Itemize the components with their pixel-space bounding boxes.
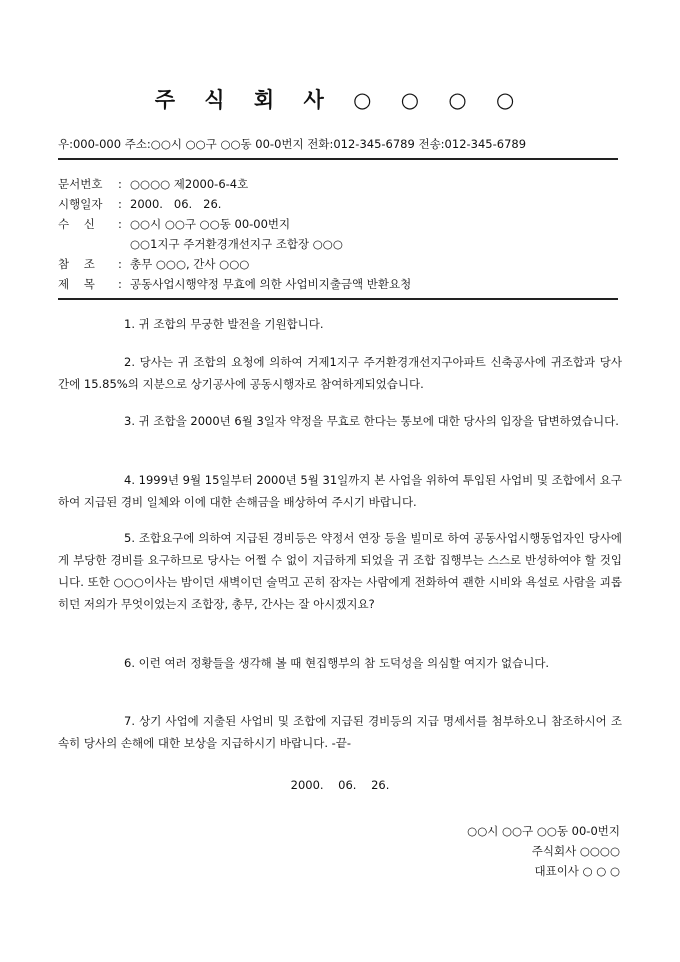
cc-label: 참 조 bbox=[58, 257, 95, 271]
issue-date-row: 시행일자 : 2000. 06. 26. bbox=[58, 197, 222, 211]
signature-ceo: 대표이사 ○ ○ ○ bbox=[534, 864, 620, 878]
body-paragraph-5: 5. 조합요구에 의하여 지급된 경비등은 약정서 연장 등을 빌미로 하여 공동사업시행동업자인 당사에게 부당한 경비를 요구하므로 당사는 어쩔 수 없이 지급하게 되었을 귀 조합 집행부는 스스로 반성하여야 할 것입니다. 또한 ○○○이사는 밤이던 새벽이던 술먹고 곤히 잠자는 사람에게 전화하여 괜한 시비와 욕설로 사람을 괴롭히던 저의가 무엇이었는지 조합장, 총무, 간사는 잘 아시겠지요? bbox=[58, 531, 622, 611]
signature-address: ○○시 ○○구 ○○동 00-0번지 bbox=[467, 824, 620, 838]
issue-date-value: 2000. 06. 26. bbox=[130, 197, 222, 211]
company-address-line: 우:000-000 주소:○○시 ○○구 ○○동 00-0번지 전화:012-345-6789 전송:012-345-6789 bbox=[58, 137, 527, 151]
recipient-value: ○○시 ○○구 ○○동 00-00번지 bbox=[130, 217, 291, 231]
doc-number-row: 문서번호 : ○○○○ 제2000-6-4호 bbox=[58, 177, 249, 191]
recipient-row-2: ○○1지구 주거환경개선지구 조합장 ○○○ bbox=[130, 237, 343, 251]
recipient-row: 수 신 : ○○시 ○○구 ○○동 00-00번지 bbox=[58, 217, 291, 231]
subject-value: 공동사업시행약정 무효에 의한 사업비지출금액 반환요청 bbox=[130, 277, 412, 291]
subject-row: 제 목 : 공동사업시행약정 무효에 의한 사업비지출금액 반환요청 bbox=[58, 277, 412, 291]
body-paragraph-6: 6. 이런 여러 정황들을 생각해 볼 때 현집행부의 참 도덕성을 의심할 여지가 없습니다. bbox=[124, 656, 550, 670]
meta-divider bbox=[58, 298, 618, 300]
doc-number-value: ○○○○ 제2000-6-4호 bbox=[130, 177, 249, 191]
issue-date-label: 시행일자 bbox=[58, 197, 103, 211]
company-title: 주 식 회 사 ○ ○ ○ ○ bbox=[154, 87, 526, 112]
cc-value: 총무 ○○○, 간사 ○○○ bbox=[130, 257, 250, 271]
body-paragraph-4: 4. 1999년 9월 15일부터 2000년 5월 31일까지 본 사업을 위하여 투입된 사업비 및 조합에서 요구하여 지급된 경비 일체와 이에 대한 손해금을 배상하여 주시기 바랍니다. bbox=[58, 473, 622, 509]
signature-company: 주식회사 ○○○○ bbox=[531, 844, 620, 858]
body-paragraph-2: 2. 당사는 귀 조합의 요청에 의하여 거제1지구 주거환경개선지구아파트 신축공사에 귀조합과 당사간에 15.85%의 지분으로 상기공사에 공동시행자로 참여하게되었습니다. bbox=[58, 355, 622, 391]
cc-row: 참 조 : 총무 ○○○, 간사 ○○○ bbox=[58, 257, 250, 271]
subject-label: 제 목 bbox=[58, 277, 95, 291]
body-paragraph-7: 7. 상기 사업에 지출된 사업비 및 조합에 지급된 경비등의 지급 명세서를 첨부하오니 참조하시어 조속히 당사의 손해에 대한 보상을 지급하시기 바랍니다. -끝- bbox=[58, 714, 622, 750]
doc-number-label: 문서번호 bbox=[58, 177, 103, 191]
header-divider bbox=[58, 158, 618, 160]
body-paragraph-3: 3. 귀 조합을 2000년 6월 3일자 약정을 무효로 한다는 통보에 대한 당사의 입장을 답변하였습니다. bbox=[124, 414, 619, 428]
recipient-label: 수 신 bbox=[58, 217, 95, 231]
closing-date: 2000. 06. 26. bbox=[290, 778, 390, 792]
body-paragraph-1: 1. 귀 조합의 무궁한 발전을 기원합니다. bbox=[124, 317, 324, 331]
